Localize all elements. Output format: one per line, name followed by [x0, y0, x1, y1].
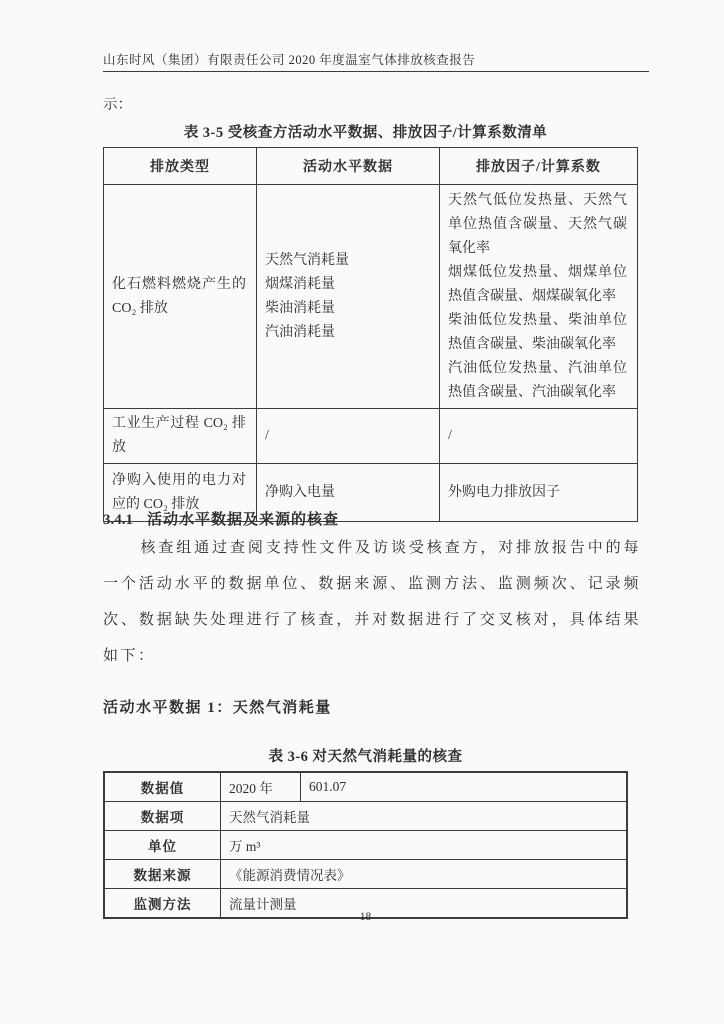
row-label: 监测方法 [104, 889, 221, 919]
value-cell: 万 m³ [221, 831, 628, 860]
value-cell: 流量计测量 [221, 889, 628, 919]
column-header-emission-type: 排放类型 [104, 148, 257, 185]
column-header-activity-data: 活动水平数据 [257, 148, 440, 185]
page-number: 18 [359, 911, 372, 923]
column-header-emission-factor: 排放因子/计算系数 [440, 148, 638, 185]
row-label: 单位 [104, 831, 221, 860]
activity-data-subheading: 活动水平数据 1：天然气消耗量 [103, 700, 332, 716]
activity-item: 烟煤消耗量 [265, 276, 335, 292]
activity-item: 汽油消耗量 [265, 324, 335, 340]
activity-data-cell: / [257, 409, 440, 464]
value-cell: 天然气消耗量 [221, 802, 628, 831]
table-3-6-title: 表 3-6 对天然气消耗量的核查 [268, 749, 463, 765]
table-row-unit [104, 831, 627, 860]
row-label: 数据值 [104, 772, 221, 802]
year-cell: 2020 年 [221, 772, 301, 802]
activity-data-cell [257, 185, 440, 409]
table-row-industrial-process [104, 409, 638, 464]
activity-item: 天然气消耗量 [265, 252, 349, 268]
table-row-data-item [104, 802, 627, 831]
activity-item: 柴油消耗量 [265, 300, 335, 316]
section-title: 活动水平数据及来源的核查 [147, 512, 340, 528]
table-3-5 [103, 147, 638, 522]
factor-group: 柴油低位发热量、柴油单位热值含碳量、柴油碳氧化率 [448, 312, 627, 352]
value-cell: 《能源消费情况表》 [221, 860, 628, 889]
row-label: 数据来源 [104, 860, 221, 889]
factors-cell: / [440, 409, 638, 464]
table-3-5-title: 表 3-5 受核查方活动水平数据、排放因子/计算系数清单 [183, 125, 548, 141]
lead-fragment: 示： [103, 97, 132, 113]
value-cell: 601.07 [301, 772, 628, 802]
factors-cell [440, 185, 638, 409]
table-row-data-source [104, 860, 627, 889]
table-row-fossil-fuel [104, 185, 638, 409]
emission-type-cell: 净购入使用的电力对应的 CO₂ 排放 [104, 464, 257, 522]
table-3-6 [103, 771, 628, 919]
factor-group: 天然气低位发热量、天然气单位热值含碳量、天然气碳氧化率 [448, 192, 627, 256]
doc-header: 山东时风（集团）有限责任公司 2020 年度温室气体排放核查报告 [103, 52, 649, 72]
row-label: 数据项 [104, 802, 221, 831]
table-row-data-value [104, 772, 627, 802]
table-3-5-header-row [104, 148, 638, 185]
emission-type-cell: 化石燃料燃烧产生的 CO₂ 排放 [104, 185, 257, 409]
body-paragraph: 核查组通过查阅支持性文件及访谈受核查方，对排放报告中的每一个活动水平的数据单位、数据来源、监测方法、监测频次、记录频次、数据缺失处理进行了核查，并对数据进行了交叉核对，具体结果如下： [103, 540, 641, 664]
factor-group: 汽油低位发热量、汽油单位热值含碳量、汽油碳氧化率 [448, 360, 627, 400]
activity-data-cell: 净购入电量 [257, 464, 440, 522]
factors-cell: 外购电力排放因子 [440, 464, 638, 522]
section-heading [103, 508, 339, 529]
factor-group: 烟煤低位发热量、烟煤单位热值含碳量、烟煤碳氧化率 [448, 264, 627, 304]
emission-type-cell: 工业生产过程 CO₂ 排放 [104, 409, 257, 464]
section-number: 3.4.1 [103, 512, 133, 528]
